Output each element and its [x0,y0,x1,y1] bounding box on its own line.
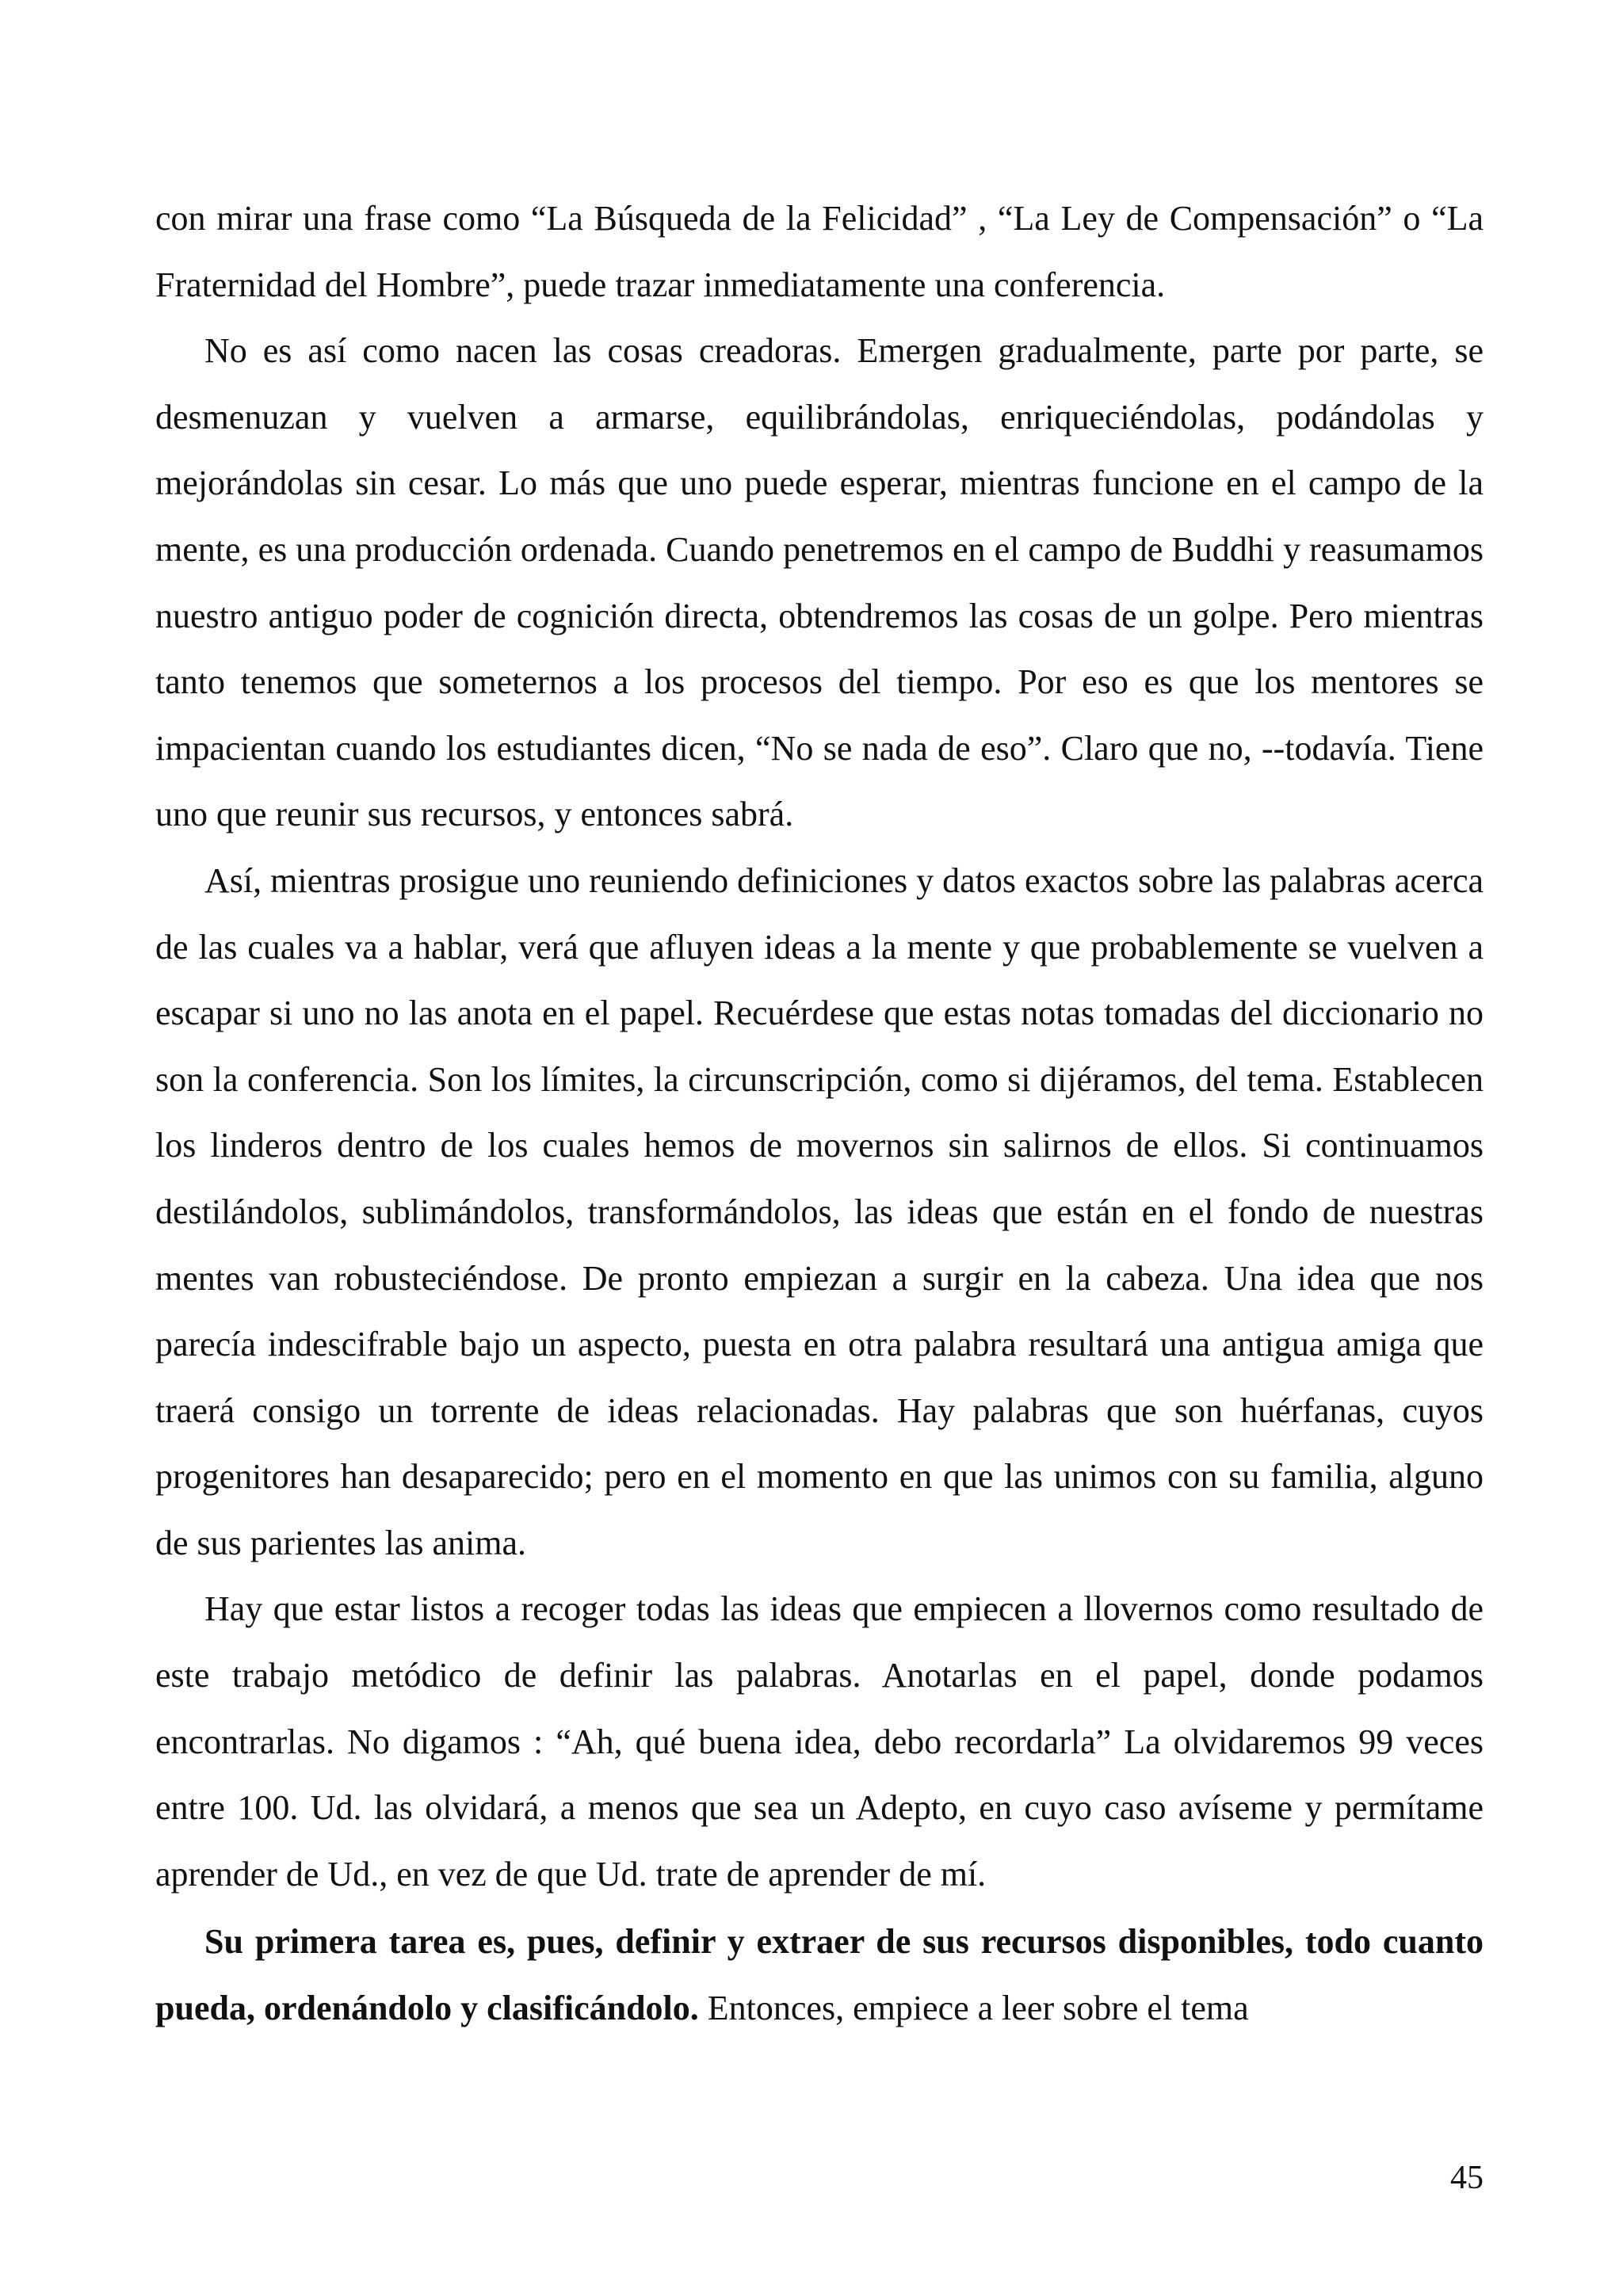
paragraph-4: Hay que estar listos a recoger todas las ideas que empiecen a llovernos como resultado de este trabajo metódico de definir las palabras. Anotarlas en el papel, donde podamos encontrarlas. No digamos : “Ah, qué buena idea, debo recordarla” La olvidaremos 99 veces entre 100. Ud. las olvidará, a menos que sea un Adepto, en cuyo caso avíseme y permítame aprender de Ud., en vez de que Ud. trate de aprender de mí. [155,1589,1484,1894]
paragraph-5-bold-text: Su primera tarea es, pues, definir y extraer de sus recursos disponibles, todo cuanto pueda, ordenándolo y clasificándolo. [155,1922,1484,2028]
paragraph-5-text: Entonces, empiece a leer sobre el tema [698,1989,1249,2028]
paragraph-2: No es así como nacen las cosas creadoras. Emergen gradualmente, parte por parte, se desmenuzan y vuelven a armarse, equilibrándolas, enriqueciéndolas, podándolas y mejorándolas sin cesar. Lo más que uno puede esperar, mientras funcione en el campo de la mente, es una producción ordenada. Cuando penetremos en el campo de Buddhi y reasumamos nuestro antiguo poder de cognición directa, obtendremos las cosas de un golpe. Pero mientras tanto tenemos que someternos a los procesos del tiempo. Por eso es que los mentores se impacientan cuando los estudiantes dicen, “No se nada de eso”. Claro que no, --todavía. Tiene uno que reunir sus recursos, y entonces sabrá. [155,331,1484,834]
page-number: 45 [1450,2160,1484,2196]
paragraph-3: Así, mientras prosigue uno reuniendo definiciones y datos exactos sobre las palabras acerca de las cuales va a hablar, verá que afluyen ideas a la mente y que probablemente se vuelven a escapar si uno no las anota en el papel. Recuérdese que estas notas tomadas del diccionario no son la conferencia. Son los límites, la circunscripción, como si dijéramos, del tema. Establecen los linderos dentro de los cuales hemos de movernos sin salirnos de ellos. Si continuamos destilándolos, sublimándolos, transformándolos, las ideas que están en el fondo de nuestras mentes van robusteciéndose. De pronto empiezan a surgir en la cabeza. Una idea que nos parecía indescifrable bajo un aspecto, puesta en otra palabra resultará una antigua amiga que traerá consigo un torrente de ideas relacionadas. Hay palabras que son huérfanas, cuyos progenitores han desaparecido; pero en el momento en que las unimos con su familia, alguno de sus parientes las anima. [155,860,1484,1562]
paragraph-1: con mirar una frase como “La Búsqueda de la Felicidad” , “La Ley de Compensación” o “La Fraternidad del Hombre”, puede trazar inmediatamente una conferencia. [155,199,1484,304]
page-body [155,185,1484,2042]
paragraph-5 [155,1907,1484,2041]
